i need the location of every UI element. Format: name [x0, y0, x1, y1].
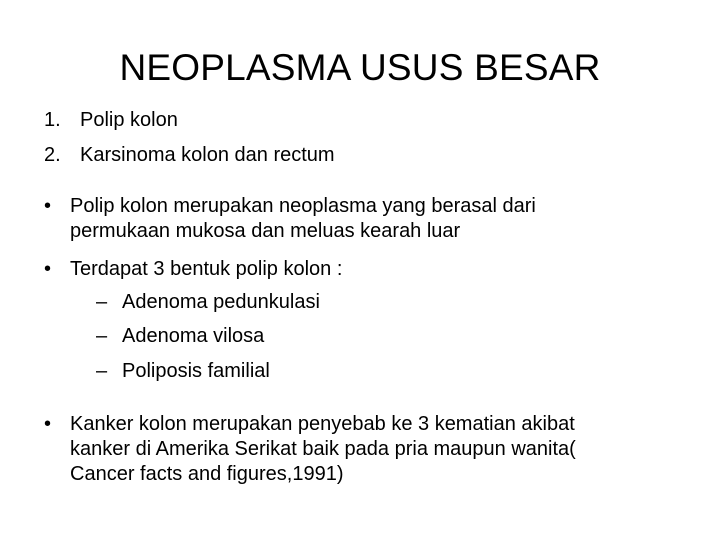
slide-title: NEOPLASMA USUS BESAR [119, 47, 601, 88]
sub-bullet-item [96, 324, 264, 349]
bullet-item [44, 194, 684, 244]
dash-icon: – [96, 360, 108, 382]
sub-bullet-item [96, 359, 270, 384]
numbered-item [44, 143, 335, 168]
sub-bullet-text: Poliposis familial [122, 360, 270, 382]
bullet-item [44, 257, 684, 282]
sub-bullet-text: Adenoma pedunkulasi [122, 291, 320, 313]
numbered-item [44, 108, 178, 133]
dash-icon: – [96, 325, 108, 347]
bullet-icon: • [44, 258, 52, 280]
bullet-line: permukaan mukosa dan meluas kearah luar [70, 220, 461, 242]
list-item-text: Polip kolon [80, 109, 178, 131]
sub-bullet-text: Adenoma vilosa [122, 325, 265, 347]
sub-bullet-item [96, 290, 320, 315]
bullet-item [44, 412, 684, 487]
bullet-icon: • [44, 413, 52, 435]
bullet-line: kanker di Amerika Serikat baik pada pria maupun wanita( [70, 438, 576, 460]
list-number: 1. [44, 109, 61, 131]
bullet-line: Polip kolon merupakan neoplasma yang berasal dari [70, 195, 536, 217]
bullet-line: Cancer facts and figures,1991) [70, 463, 344, 485]
dash-icon: – [96, 291, 108, 313]
bullet-icon: • [44, 195, 52, 217]
list-number: 2. [44, 144, 61, 166]
list-item-text: Karsinoma kolon dan rectum [80, 144, 335, 166]
bullet-line: Terdapat 3 bentuk polip kolon : [70, 258, 343, 280]
bullet-line: Kanker kolon merupakan penyebab ke 3 kematian akibat [70, 413, 575, 435]
